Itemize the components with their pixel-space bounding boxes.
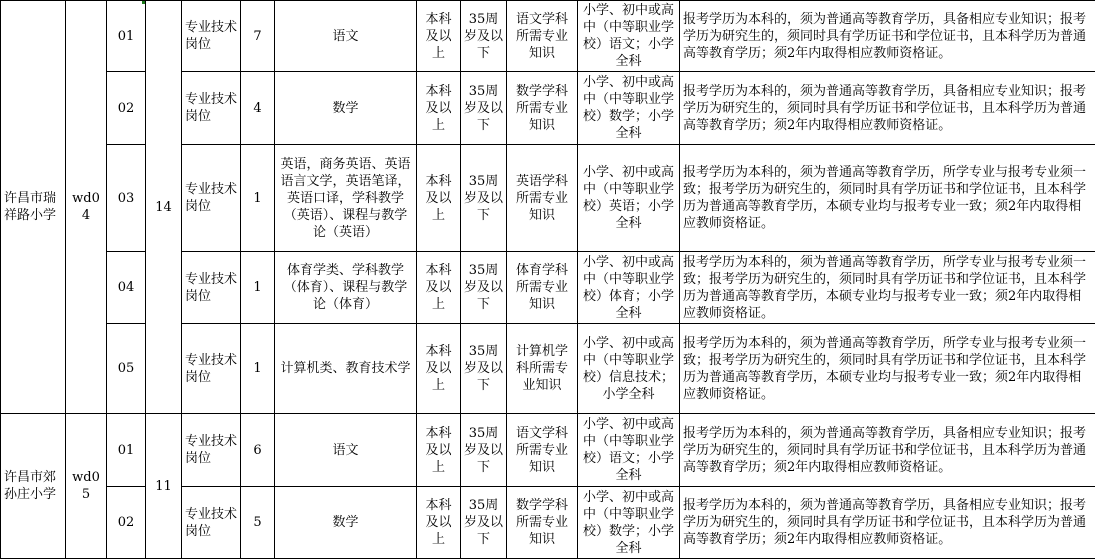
position-type: 专业技术岗位 xyxy=(182,487,241,559)
hire-count: 1 xyxy=(241,145,275,252)
education: 本科及以上 xyxy=(417,252,461,324)
unit-code: wd05 xyxy=(66,414,107,559)
other-requirements: 报考学历为本科的，须为普通高等教育学历，具备相应专业知识；报考学历为研究生的，须同时具有学历证书和学位证书，且本科学历为普通高等教育学历；须2年内取得相应教师资格证。 xyxy=(680,487,1095,559)
education: 本科及以上 xyxy=(417,324,461,414)
other-requirements: 报考学历为本科的，须为普通高等教育学历，具备相应专业知识；报考学历为研究生的，须同时具有学历证书和学位证书，且本科学历为普通高等教育学历；须2年内取得相应教师资格证。 xyxy=(680,72,1095,145)
teacher-cert-level: 小学、初中或高中（中等职业学校）数学；小学全科 xyxy=(578,72,680,145)
table-row xyxy=(1,1,1095,72)
unit-code: wd04 xyxy=(66,1,107,414)
major: 计算机类、教育技术学 xyxy=(275,324,417,414)
position-code: 04 xyxy=(107,252,146,324)
position-code: 05 xyxy=(107,324,146,414)
hire-count: 6 xyxy=(241,414,275,487)
group-total: 11 xyxy=(146,414,182,559)
age-limit: 35周岁及以下 xyxy=(461,324,507,414)
teacher-cert-level: 小学、初中或高中（中等职业学校）数学；小学全科 xyxy=(578,487,680,559)
major: 语文 xyxy=(275,1,417,72)
teacher-cert-level: 小学、初中或高中（中等职业学校）体育；小学全科 xyxy=(578,252,680,324)
age-limit: 35周岁及以下 xyxy=(461,145,507,252)
position-type: 专业技术岗位 xyxy=(182,252,241,324)
position-code: 01 xyxy=(107,414,146,487)
major: 体育学类、学科教学（体育）、课程与教学论（体育） xyxy=(275,252,417,324)
major: 数学 xyxy=(275,487,417,559)
hire-count: 5 xyxy=(241,487,275,559)
hire-count: 1 xyxy=(241,252,275,324)
education: 本科及以上 xyxy=(417,145,461,252)
major: 语文 xyxy=(275,414,417,487)
age-limit: 35周岁及以下 xyxy=(461,1,507,72)
other-requirements: 报考学历为本科的，须为普通高等教育学历，所学专业与报考专业须一致；报考学历为研究生的，须同时具有学历证书和学位证书，且本科学历为普通高等教育学历，本硕专业均与报考专业一致；须2年内取得相应教师资格证。 xyxy=(680,252,1095,324)
exam-subject: 语文学科所需专业知识 xyxy=(507,414,578,487)
age-limit: 35周岁及以下 xyxy=(461,414,507,487)
other-requirements: 报考学历为本科的，须为普通高等教育学历，具备相应专业知识；报考学历为研究生的，须同时具有学历证书和学位证书，且本科学历为普通高等教育学历；须2年内取得相应教师资格证。 xyxy=(680,1,1095,72)
education: 本科及以上 xyxy=(417,414,461,487)
position-type: 专业技术岗位 xyxy=(182,72,241,145)
position-type: 专业技术岗位 xyxy=(182,145,241,252)
exam-subject: 数学学科所需专业知识 xyxy=(507,487,578,559)
school-name: 许昌市郊孙庄小学 xyxy=(1,414,66,559)
exam-subject: 计算机学科所需专业知识 xyxy=(507,324,578,414)
hire-count: 1 xyxy=(241,324,275,414)
group-total: 14 xyxy=(146,1,182,414)
age-limit: 35周岁及以下 xyxy=(461,487,507,559)
education: 本科及以上 xyxy=(417,1,461,72)
teacher-cert-level: 小学、初中或高中（中等职业学校）语文；小学全科 xyxy=(578,414,680,487)
major: 数学 xyxy=(275,72,417,145)
position-code: 03 xyxy=(107,145,146,252)
hire-count: 4 xyxy=(241,72,275,145)
position-code: 02 xyxy=(107,72,146,145)
other-requirements: 报考学历为本科的，须为普通高等教育学历，所学专业与报考专业须一致；报考学历为研究生的，须同时具有学历证书和学位证书，且本科学历为普通高等教育学历，本硕专业均与报考专业一致；须2年内取得相应教师资格证。 xyxy=(680,324,1095,414)
age-limit: 35周岁及以下 xyxy=(461,252,507,324)
hire-count: 7 xyxy=(241,1,275,72)
teacher-cert-level: 小学、初中或高中（中等职业学校）语文；小学全科 xyxy=(578,1,680,72)
major: 英语，商务英语、英语语言文学，英语笔译，英语口译，学科教学（英语）、课程与教学论（英语） xyxy=(275,145,417,252)
education: 本科及以上 xyxy=(417,487,461,559)
exam-subject: 体育学科所需专业知识 xyxy=(507,252,578,324)
position-type: 专业技术岗位 xyxy=(182,414,241,487)
position-type: 专业技术岗位 xyxy=(182,324,241,414)
teacher-cert-level: 小学、初中或高中（中等职业学校）英语；小学全科 xyxy=(578,145,680,252)
exam-subject: 英语学科所需专业知识 xyxy=(507,145,578,252)
position-code: 01 xyxy=(107,1,146,72)
teacher-cert-level: 小学、初中或高中（中等职业学校）信息技术；小学全科 xyxy=(578,324,680,414)
other-requirements: 报考学历为本科的，须为普通高等教育学历，具备相应专业知识；报考学历为研究生的，须同时具有学历证书和学位证书，且本科学历为普通高等教育学历；须2年内取得相应教师资格证。 xyxy=(680,414,1095,487)
position-code: 02 xyxy=(107,487,146,559)
table-row xyxy=(1,414,1095,487)
other-requirements: 报考学历为本科的，须为普通高等教育学历，所学专业与报考专业须一致；报考学历为研究生的，须同时具有学历证书和学位证书，且本科学历为普通高等教育学历，本硕专业均与报考专业一致；须2年内取得相应教师资格证。 xyxy=(680,145,1095,252)
exam-subject: 数学学科所需专业知识 xyxy=(507,72,578,145)
school-name: 许昌市瑞祥路小学 xyxy=(1,1,66,414)
age-limit: 35周岁及以下 xyxy=(461,72,507,145)
exam-subject: 语文学科所需专业知识 xyxy=(507,1,578,72)
education: 本科及以上 xyxy=(417,72,461,145)
position-type: 专业技术岗位 xyxy=(182,1,241,72)
